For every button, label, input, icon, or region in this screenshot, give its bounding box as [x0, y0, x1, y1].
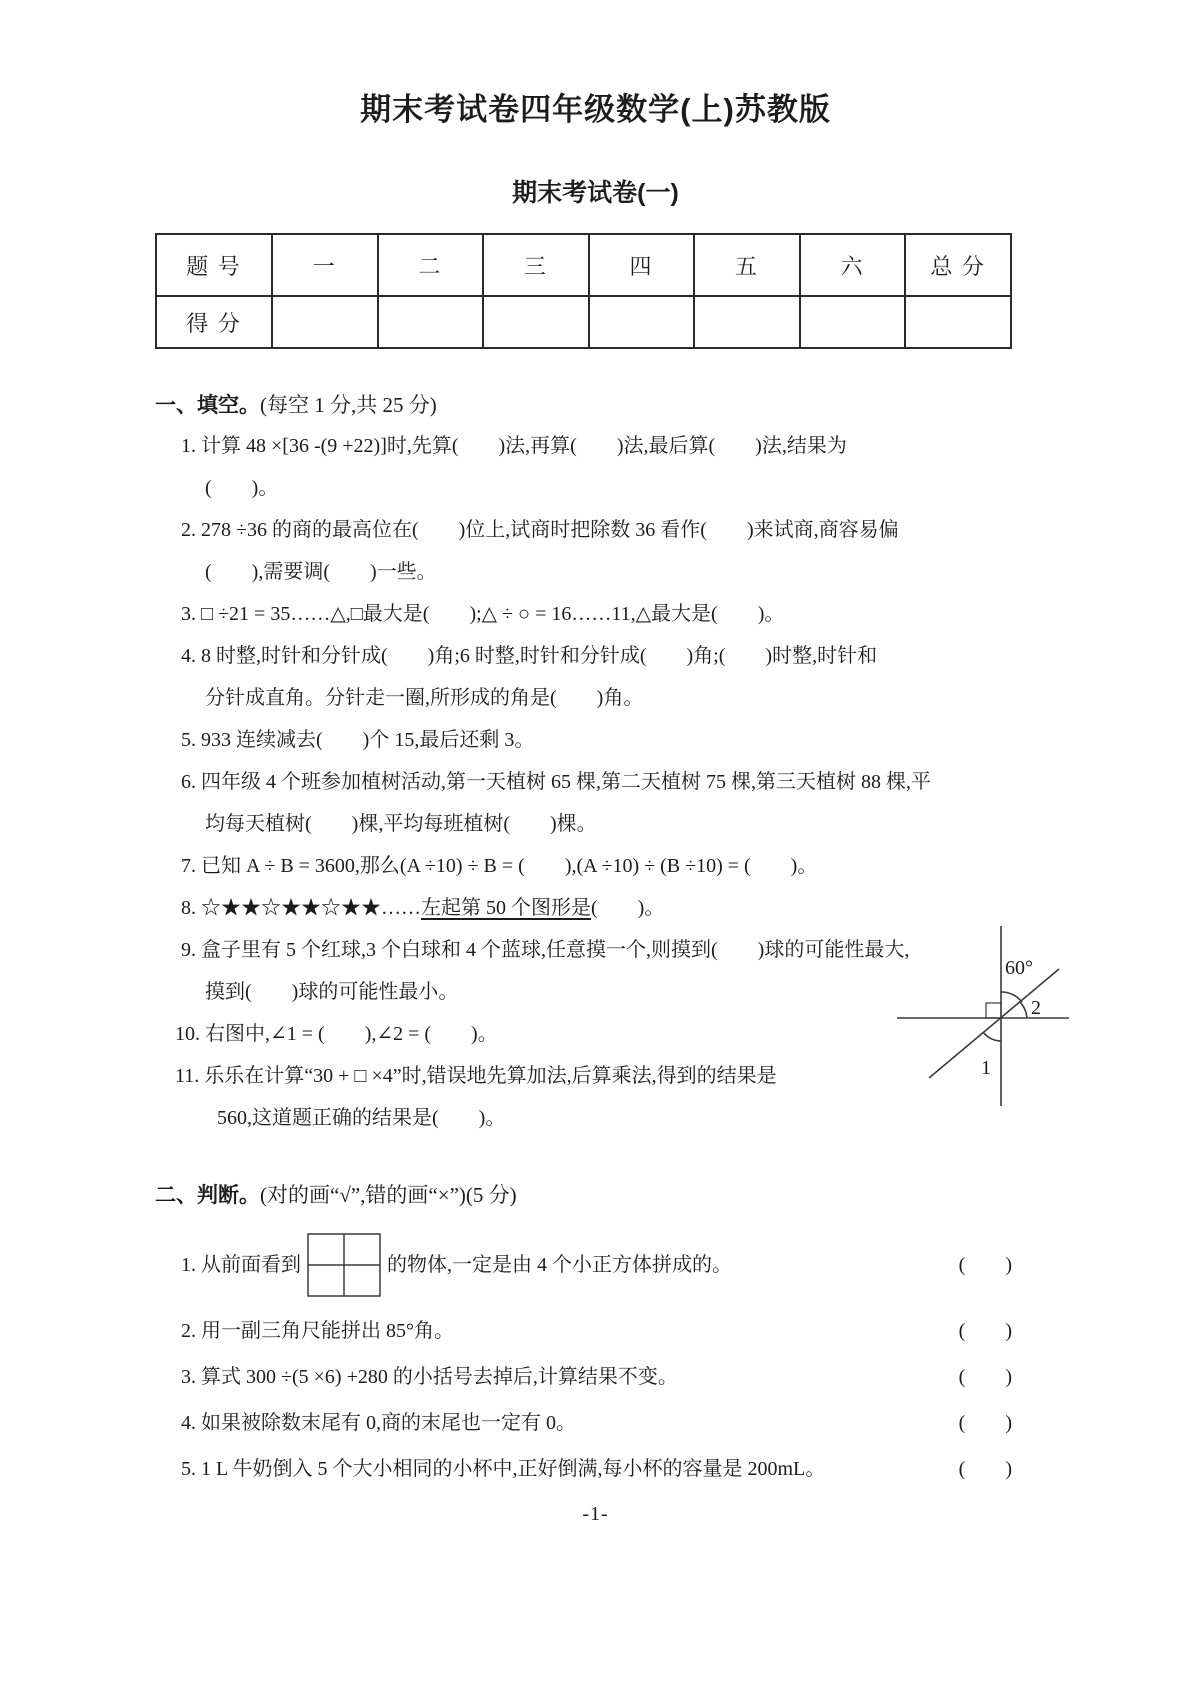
fill-q4-line1: 4. 8 时整,时针和分针成( )角;6 时整,时针和分针成( )角;( )时整,时针和 [181, 645, 878, 667]
grid-figure [307, 1233, 381, 1297]
judge-q1 [155, 1231, 1012, 1299]
fill-q2-line1: 2. 278 ÷36 的商的最高位在( )位上,试商时把除数 36 看作( )来试商,商容易偏 [181, 519, 899, 541]
fill-q9-line1: 9. 盒子里有 5 个红球,3 个白球和 4 个蓝球,任意摸一个,则摸到( )球的可能性最大, [181, 939, 910, 961]
score-cell [378, 296, 484, 348]
score-table-header-row [156, 234, 1011, 296]
fill-q3: 3. □ ÷21 = 35……△,□最大是( );△ ÷ ○ = 16……11,△最大是( )。 [181, 603, 785, 625]
score-table-col-total: 总 分 [905, 234, 1011, 296]
judge-q1-pre: 1. 从前面看到 [181, 1254, 301, 1276]
fill-q9-line2: 摸到( )球的可能性最小。 [205, 981, 459, 1003]
fill-q8-underlined-text: 左起第 50 个图形是 [421, 897, 591, 919]
angle-1-arc [983, 1032, 1001, 1041]
star-sequence: 8. ☆★★☆★★☆★★…… [181, 897, 421, 919]
page-number: -1- [582, 1503, 609, 1525]
section-1-heading [155, 389, 1191, 419]
angle-2-label: 2 [1031, 997, 1041, 1019]
section-2-heading-note: (对的画“√”,错的画“×”)(5 分) [260, 1183, 517, 1207]
section-2-heading-title: 二、判断。 [155, 1184, 260, 1207]
exam-subtitle: 期末考试卷(一) [512, 179, 679, 207]
judge-q4-answer-blank: ( ) [958, 1412, 1012, 1434]
judge-q4-text: 4. 如果被除数末尾有 0,商的末尾也一定有 0。 [181, 1412, 576, 1434]
fill-q1-line1: 1. 计算 48 ×[36 -(9 +22)]时,先算( )法,再算( )法,最后算( )法,结果为 [181, 435, 847, 457]
section-1-heading-title: 一、填空。 [155, 394, 260, 417]
judge-q3-answer-blank: ( ) [958, 1366, 1012, 1388]
fill-q10: 10. 右图中,∠1 = ( ),∠2 = ( )。 [175, 1023, 498, 1045]
fill-q6-line2: 均每天植树( )棵,平均每班植树( )棵。 [205, 813, 597, 835]
angle-60-label: 60° [1005, 957, 1033, 979]
judge-q1-text [155, 1231, 732, 1299]
judge-q1-post: 的物体,一定是由 4 个小正方体拼成的。 [387, 1254, 732, 1276]
judge-q1-answer-blank: ( ) [958, 1254, 1012, 1276]
angle-60-arc [1001, 992, 1022, 1002]
angle-diagram [893, 918, 1073, 1113]
fill-q11-line1: 11. 乐乐在计算“30 + □ ×4”时,错误地先算加法,后算乘法,得到的结果是 [175, 1065, 777, 1087]
score-cell [589, 296, 695, 348]
score-cell [694, 296, 800, 348]
judge-q2-answer-blank: ( ) [958, 1320, 1012, 1342]
angle-2-arc [1020, 1002, 1027, 1018]
score-table-col-2: 二 [378, 234, 484, 296]
score-cell [905, 296, 1011, 348]
fill-q4-line2: 分针成直角。分针走一圈,所形成的角是( )角。 [205, 687, 644, 709]
score-cell [483, 296, 589, 348]
score-table-col-3: 三 [483, 234, 589, 296]
score-table-col-4: 四 [589, 234, 695, 296]
judge-q2 [155, 1309, 1012, 1353]
judge-q3 [155, 1355, 1012, 1399]
fill-q11-line2: 560,这道题正确的结果是( )。 [217, 1107, 506, 1129]
diagonal-line [929, 969, 1059, 1078]
fill-q1-line2: ( )。 [205, 477, 279, 499]
score-cell [272, 296, 378, 348]
judge-q5 [155, 1447, 1012, 1491]
score-table-label-question-number: 题 号 [156, 234, 272, 296]
score-table-label-score: 得 分 [156, 296, 272, 348]
judge-q4 [155, 1401, 1012, 1445]
judge-q2-text: 2. 用一副三角尺能拼出 85°角。 [181, 1320, 454, 1342]
fill-q2-line2: ( ),需要调( )一些。 [205, 561, 437, 583]
judge-q5-answer-blank: ( ) [958, 1458, 1012, 1480]
score-table-col-6: 六 [800, 234, 906, 296]
fill-q8-blank: ( )。 [591, 897, 665, 919]
angle-1-label: 1 [981, 1057, 991, 1079]
fill-q5: 5. 933 连续减去( )个 15,最后还剩 3。 [181, 729, 535, 751]
score-table-col-5: 五 [694, 234, 800, 296]
score-table-score-row [156, 296, 1011, 348]
judge-q3-text: 3. 算式 300 ÷(5 ×6) +280 的小括号去掉后,计算结果不变。 [181, 1366, 678, 1388]
right-angle-mark [986, 1003, 1001, 1018]
score-cell [800, 296, 906, 348]
fill-q7: 7. 已知 A ÷ B = 3600,那么(A ÷10) ÷ B = ( ),(A ÷10) ÷ (B ÷10) = ( )。 [181, 855, 818, 877]
section-2-heading [155, 1179, 1191, 1209]
exam-title: 期末考试卷四年级数学(上)苏教版 [360, 92, 831, 127]
fill-q6-line1: 6. 四年级 4 个班参加植树活动,第一天植树 65 棵,第二天植树 75 棵,第三天植树 88 棵,平 [181, 771, 931, 793]
score-table [155, 233, 1012, 349]
score-table-col-1: 一 [272, 234, 378, 296]
section-1-heading-note: (每空 1 分,共 25 分) [260, 393, 437, 417]
judge-q5-text: 5. 1 L 牛奶倒入 5 个大小相同的小杯中,正好倒满,每小杯的容量是 200mL。 [181, 1458, 826, 1480]
